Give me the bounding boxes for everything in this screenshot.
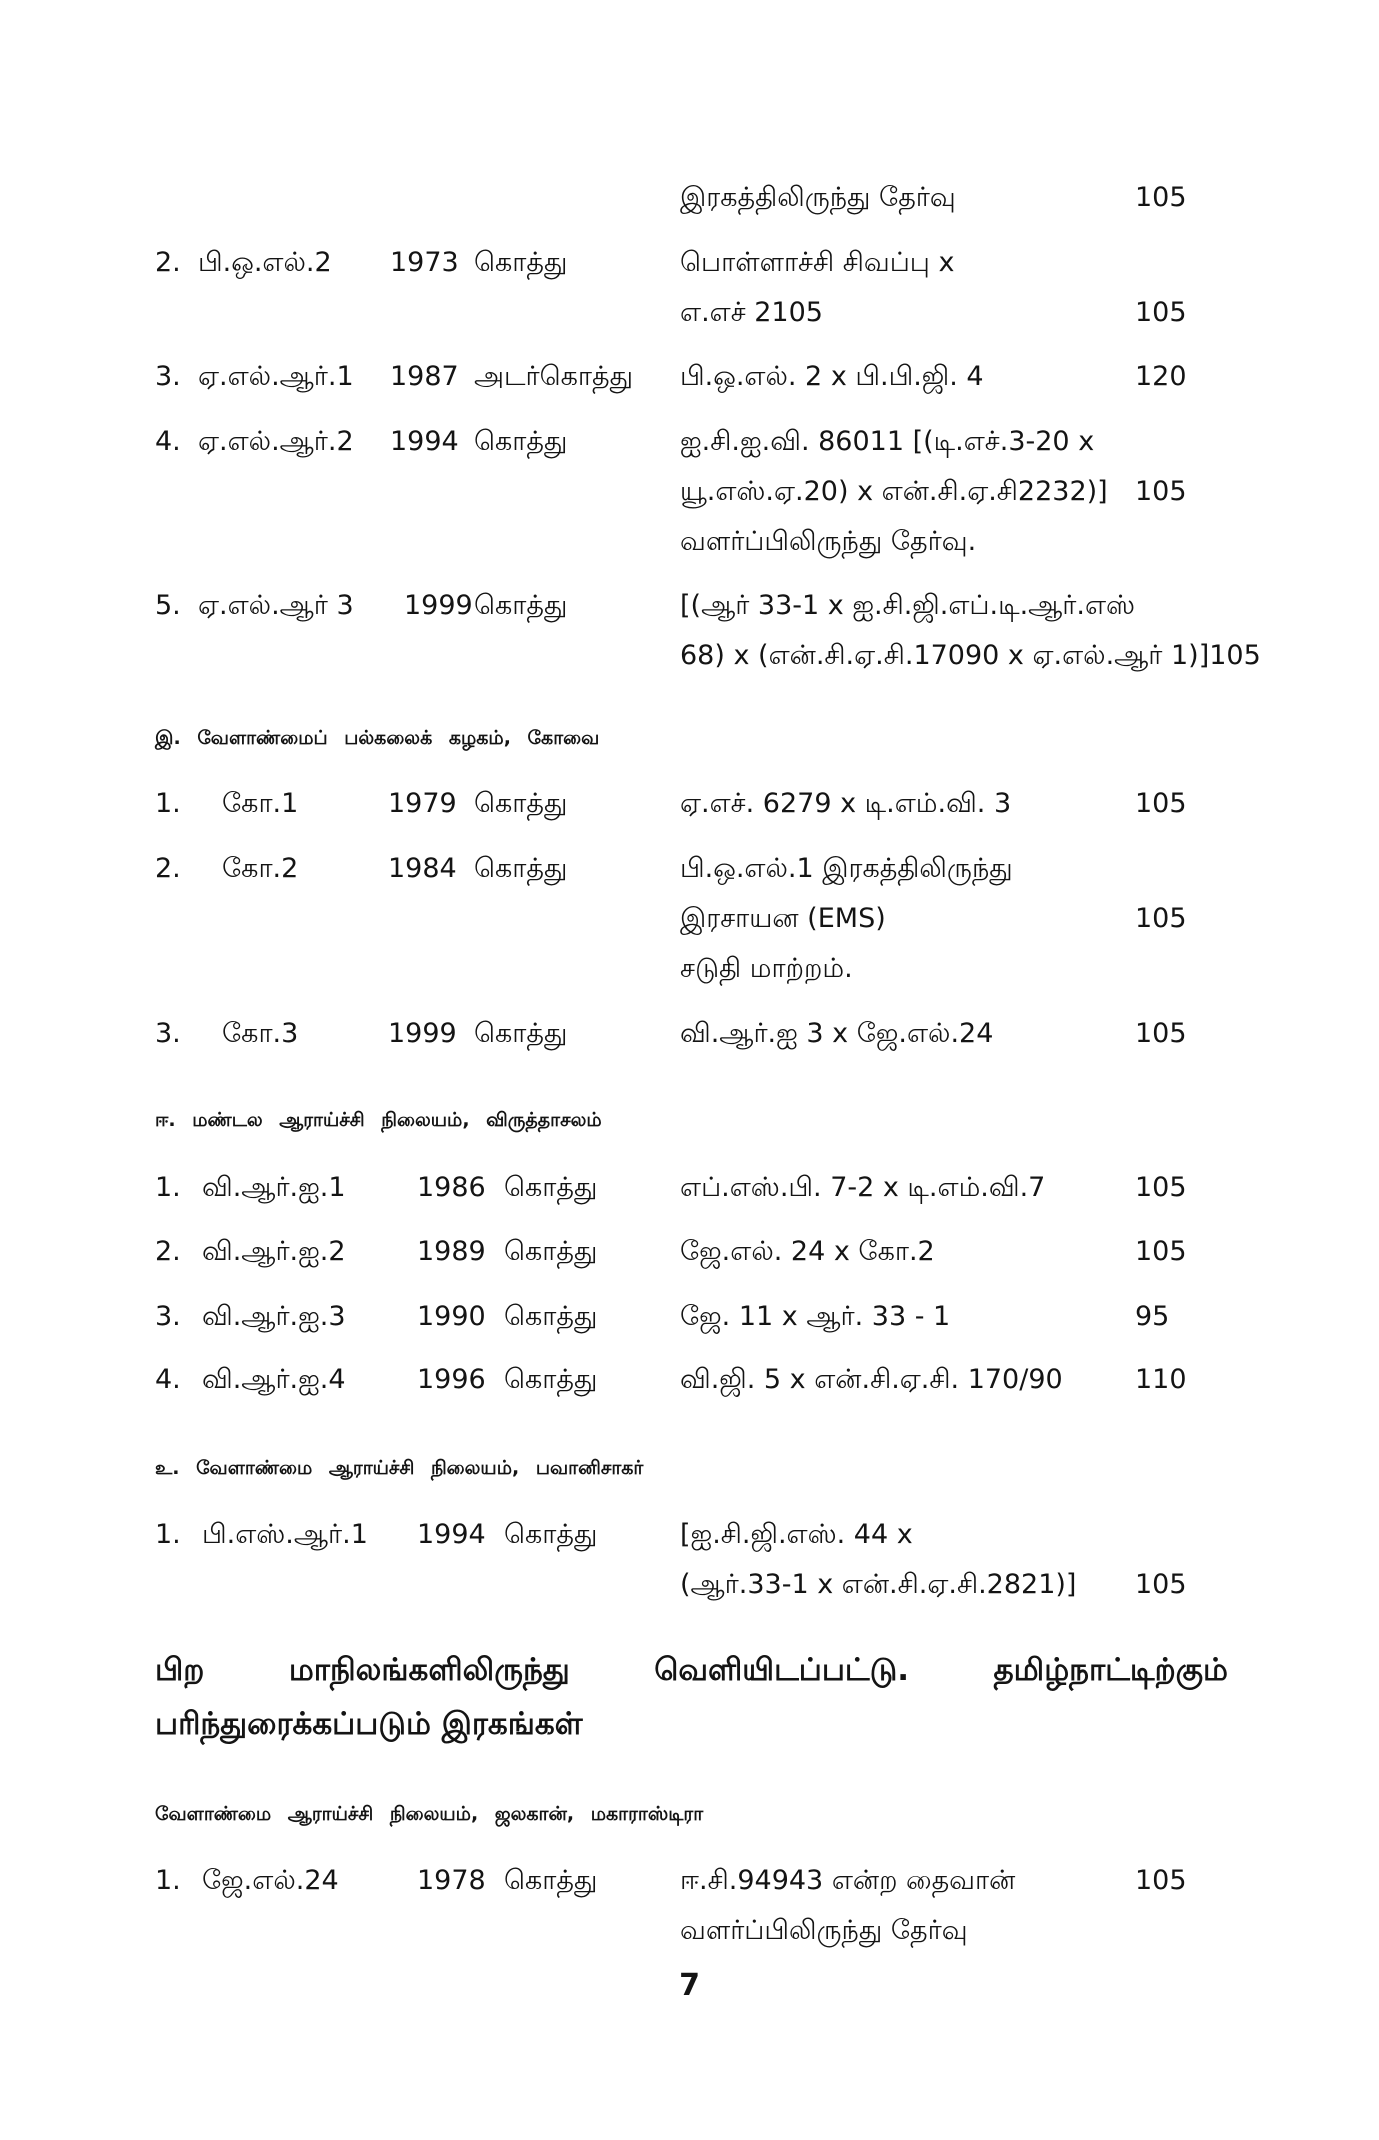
variety-name: வி.ஆர்.ஐ.4	[202, 1364, 346, 1395]
parentage-line: யூ.எஸ்.ஏ.20) x என்.சி.ஏ.சி2232)]	[680, 476, 1108, 507]
plant-type: அடர்கொத்து	[474, 361, 633, 392]
parentage-line: ஜே. 11 x ஆர். 33 - 1	[680, 1301, 951, 1332]
serial-number: 3.	[155, 361, 181, 392]
variety-row	[0, 1170, 1379, 1206]
duration-value: 95	[1135, 1301, 1170, 1332]
variety-row	[0, 359, 1379, 395]
release-year: 1986	[417, 1172, 486, 1203]
section-heading: வேளாண்மை ஆராய்ச்சி நிலையம், ஜலகான், மகாராஸ்டிரா	[155, 1803, 704, 1825]
duration-value: 110	[1135, 1364, 1187, 1395]
plant-type: கொத்து	[504, 1236, 598, 1267]
serial-number: 2.	[155, 247, 181, 278]
variety-name: கோ.2	[222, 853, 299, 884]
variety-name: வி.ஆர்.ஐ.3	[202, 1301, 346, 1332]
parentage-line: வி.ஜி. 5 x என்.சி.ஏ.சி. 170/90	[680, 1364, 1063, 1395]
duration-value: 105	[1135, 788, 1187, 819]
page-number: 7	[679, 1968, 700, 2003]
release-year: 1989	[417, 1236, 486, 1267]
duration-value: 105	[1135, 1569, 1187, 1600]
parentage-line: ஈ.சி.94943 என்ற தைவான்	[680, 1865, 1016, 1896]
plant-type: கொத்து	[504, 1172, 598, 1203]
plant-type: கொத்து	[474, 1018, 568, 1049]
serial-number: 2.	[155, 1236, 181, 1267]
serial-number: 4.	[155, 426, 181, 457]
variety-name: ஏ.எல்.ஆர் 3	[198, 590, 354, 621]
parentage-line: எ.எச் 2105	[680, 297, 823, 328]
variety-row	[0, 1299, 1379, 1335]
variety-name: ஜே.எல்.24	[202, 1865, 339, 1896]
release-year: 1994	[390, 426, 459, 457]
parentage-line: பொள்ளாச்சி சிவப்பு x	[680, 247, 955, 278]
plant-type: கொத்து	[474, 590, 568, 621]
serial-number: 1.	[155, 1865, 181, 1896]
duration-value: 105	[1135, 903, 1187, 934]
variety-row	[0, 424, 1379, 557]
parentage-line: இரசாயன (EMS)	[680, 903, 886, 934]
section-title-line: பிற மாநிலங்களிலிருந்து வெளியிடப்பட்டு. தமிழ்நாட்டிற்கும்	[155, 1652, 1228, 1688]
parentage-line-with-duration	[680, 638, 1261, 674]
variety-name: கோ.3	[222, 1018, 299, 1049]
duration-value: 105	[1135, 297, 1187, 328]
release-year: 1999	[404, 590, 473, 621]
release-year: 1979	[388, 788, 457, 819]
section-heading: இ. வேளாண்மைப் பல்கலைக் கழகம், கோவை	[155, 727, 600, 749]
variety-name: ஏ.எல்.ஆர்.1	[198, 361, 354, 392]
variety-row	[0, 245, 1379, 328]
variety-row	[0, 1016, 1379, 1052]
variety-name: பி.எஸ்.ஆர்.1	[202, 1519, 368, 1550]
parentage-line: வி.ஆர்.ஐ 3 x ஜே.எல்.24	[680, 1018, 994, 1049]
parentage-line: (ஆர்.33-1 x என்.சி.ஏ.சி.2821)]	[680, 1569, 1077, 1600]
release-year: 1984	[388, 853, 457, 884]
variety-name: ஏ.எல்.ஆர்.2	[198, 426, 354, 457]
release-year: 1973	[390, 247, 459, 278]
variety-name: வி.ஆர்.ஐ.2	[202, 1236, 346, 1267]
duration-value: 105	[1135, 1172, 1187, 1203]
variety-row	[0, 1234, 1379, 1270]
variety-row	[0, 1863, 1379, 1946]
parentage-line: [(ஆர் 33-1 x ஐ.சி.ஜி.எப்.டி.ஆர்.எஸ்	[680, 590, 1136, 621]
parentage-line: வளர்ப்பிலிருந்து தேர்வு.	[680, 526, 977, 557]
parentage-line: ஜே.எல். 24 x கோ.2	[680, 1236, 935, 1267]
plant-type: கொத்து	[504, 1301, 598, 1332]
parentage-line: சடுதி மாற்றம்.	[680, 953, 853, 984]
duration-value: 105	[1135, 1018, 1187, 1049]
parentage-line: பி.ஒ.எல். 2 x பி.பி.ஜி. 4	[680, 361, 984, 392]
release-year: 1978	[417, 1865, 486, 1896]
section-title-line: பரிந்துரைக்கப்படும் இரகங்கள்	[155, 1706, 583, 1742]
serial-number: 1.	[155, 1519, 181, 1550]
release-year: 1994	[417, 1519, 486, 1550]
serial-number: 1.	[155, 1172, 181, 1203]
duration-value: 105	[1209, 640, 1261, 671]
serial-number: 2.	[155, 853, 181, 884]
parentage-line: பி.ஒ.எல்.1 இரகத்திலிருந்து	[680, 853, 1013, 884]
variety-row-continuation	[0, 180, 1379, 216]
plant-type: கொத்து	[474, 853, 568, 884]
release-year: 1990	[417, 1301, 486, 1332]
release-year: 1996	[417, 1364, 486, 1395]
plant-type: கொத்து	[504, 1364, 598, 1395]
serial-number: 3.	[155, 1018, 181, 1049]
plant-type: கொத்து	[504, 1519, 598, 1550]
plant-type: கொத்து	[474, 247, 568, 278]
variety-name: கோ.1	[222, 788, 299, 819]
serial-number: 1.	[155, 788, 181, 819]
variety-row	[0, 588, 1379, 671]
variety-row	[0, 851, 1379, 984]
serial-number: 4.	[155, 1364, 181, 1395]
variety-row	[0, 1362, 1379, 1398]
release-year: 1987	[390, 361, 459, 392]
parentage-line: ஏ.எச். 6279 x டி.எம்.வி. 3	[680, 788, 1012, 819]
section-heading: ஈ. மண்டல ஆராய்ச்சி நிலையம், விருத்தாசலம்	[155, 1109, 602, 1131]
plant-type: கொத்து	[474, 426, 568, 457]
serial-number: 3.	[155, 1301, 181, 1332]
parentage-text: 68) x (என்.சி.ஏ.சி.17090 x ஏ.எல்.ஆர் 1)]	[680, 640, 1210, 671]
plant-type: கொத்து	[504, 1865, 598, 1896]
release-year: 1999	[388, 1018, 457, 1049]
variety-row	[0, 786, 1379, 822]
parentage-line: இரகத்திலிருந்து தேர்வு	[680, 182, 956, 213]
duration-value: 105	[1135, 1236, 1187, 1267]
duration-value: 105	[1135, 476, 1187, 507]
parentage-line: ஐ.சி.ஐ.வி. 86011 [(டி.எச்.3-20 x	[680, 426, 1095, 457]
duration-value: 105	[1135, 1865, 1187, 1896]
duration-value: 120	[1135, 361, 1187, 392]
variety-row	[0, 1517, 1379, 1600]
serial-number: 5.	[155, 590, 181, 621]
variety-name: வி.ஆர்.ஐ.1	[202, 1172, 346, 1203]
plant-type: கொத்து	[474, 788, 568, 819]
parentage-line: [ஐ.சி.ஜி.எஸ். 44 x	[680, 1519, 913, 1550]
duration-value: 105	[1135, 182, 1187, 213]
parentage-line: எப்.எஸ்.பி. 7-2 x டி.எம்.வி.7	[680, 1172, 1046, 1203]
parentage-line: வளர்ப்பிலிருந்து தேர்வு	[680, 1915, 968, 1946]
variety-name: பி.ஒ.எல்.2	[198, 247, 332, 278]
section-heading: உ. வேளாண்மை ஆராய்ச்சி நிலையம், பவானிசாகர்	[155, 1457, 644, 1479]
